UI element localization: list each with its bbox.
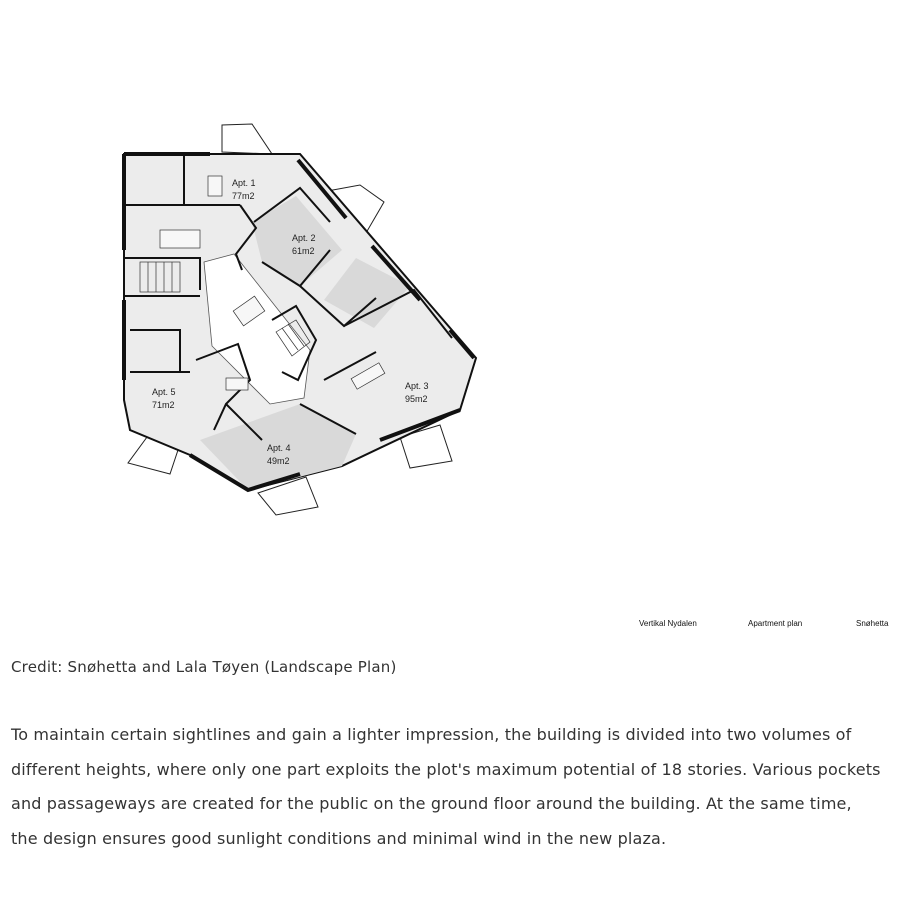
- caption-drawing: Apartment plan: [748, 619, 803, 628]
- apt2-area: 61m2: [292, 246, 315, 256]
- image-credit: Credit: Snøhetta and Lala Tøyen (Landscape Plan): [11, 658, 397, 676]
- apt5-name: Apt. 5: [152, 387, 176, 397]
- apt4-area: 49m2: [267, 456, 290, 466]
- apt1-area: 77m2: [232, 191, 255, 201]
- apt3-area: 95m2: [405, 394, 428, 404]
- apt1-name: Apt. 1: [232, 178, 256, 188]
- apt3-name: Apt. 3: [405, 381, 429, 391]
- caption-project: Vertikal Nydalen: [639, 619, 697, 628]
- caption-architect: Snøhetta: [856, 619, 889, 628]
- apt4-name: Apt. 4: [267, 443, 291, 453]
- apt2-name: Apt. 2: [292, 233, 316, 243]
- apt5-area: 71m2: [152, 400, 175, 410]
- balcony-north: [222, 124, 272, 154]
- article-paragraph: To maintain certain sightlines and gain a lighter impression, the building is divided into two volumes of different heights, where only one part exploits the plot's maximum potential of 18 stories. Various pockets and passageways are created for the public on the ground floor around the building. At the same time, the design ensures good sunlight conditions and minimal wind in the new plaza.: [11, 725, 881, 848]
